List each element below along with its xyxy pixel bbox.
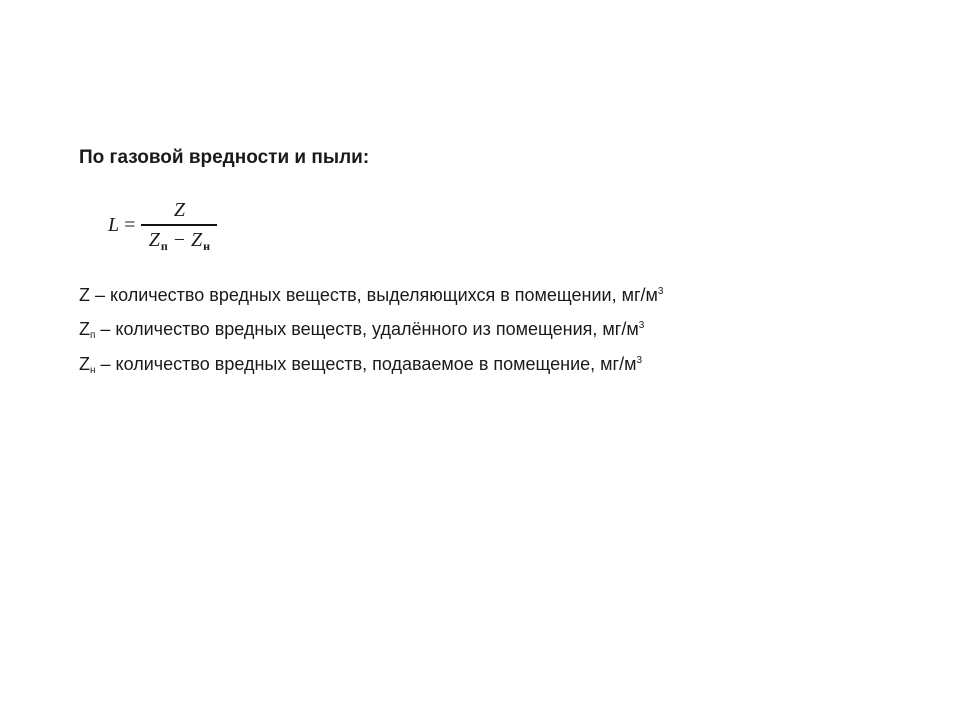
definition-unit-superscript: 3 [636, 355, 643, 366]
formula-numerator: Z [173, 199, 185, 221]
denominator-right-symbol: Z [191, 228, 203, 251]
denominator-left-subscript: п [160, 238, 168, 253]
denominator-right-subscript: н [203, 238, 211, 253]
definition-symbol: Z [79, 354, 90, 374]
formula-fraction [141, 199, 217, 253]
definition-unit-superscript: 3 [638, 320, 645, 331]
formula-minus: − [173, 228, 186, 251]
definition-subscript: н [90, 365, 96, 376]
definition-z [79, 284, 663, 306]
slide-heading: По газовой вредности и пыли: [79, 147, 370, 168]
definition-text: – количество вредных веществ, выделяющихся в помещении, мг/м [90, 285, 658, 305]
definition-z-supplied [79, 353, 642, 375]
definition-unit-superscript: 3 [657, 286, 664, 297]
definition-text: – количество вредных веществ, подаваемое в помещение, мг/м [95, 354, 637, 374]
definition-z-removed [79, 318, 644, 340]
definition-text: – количество вредных веществ, удалённого из помещения, мг/м [95, 319, 639, 339]
definition-symbol: Z [79, 285, 90, 305]
definition-subscript: п [90, 330, 96, 341]
definition-symbol: Z [79, 319, 90, 339]
formula-equals: = [124, 213, 136, 236]
formula-denominator [148, 226, 211, 253]
air-exchange-formula [108, 199, 217, 253]
formula-lhs: L [108, 213, 120, 236]
denominator-left-symbol: Z [148, 228, 160, 251]
